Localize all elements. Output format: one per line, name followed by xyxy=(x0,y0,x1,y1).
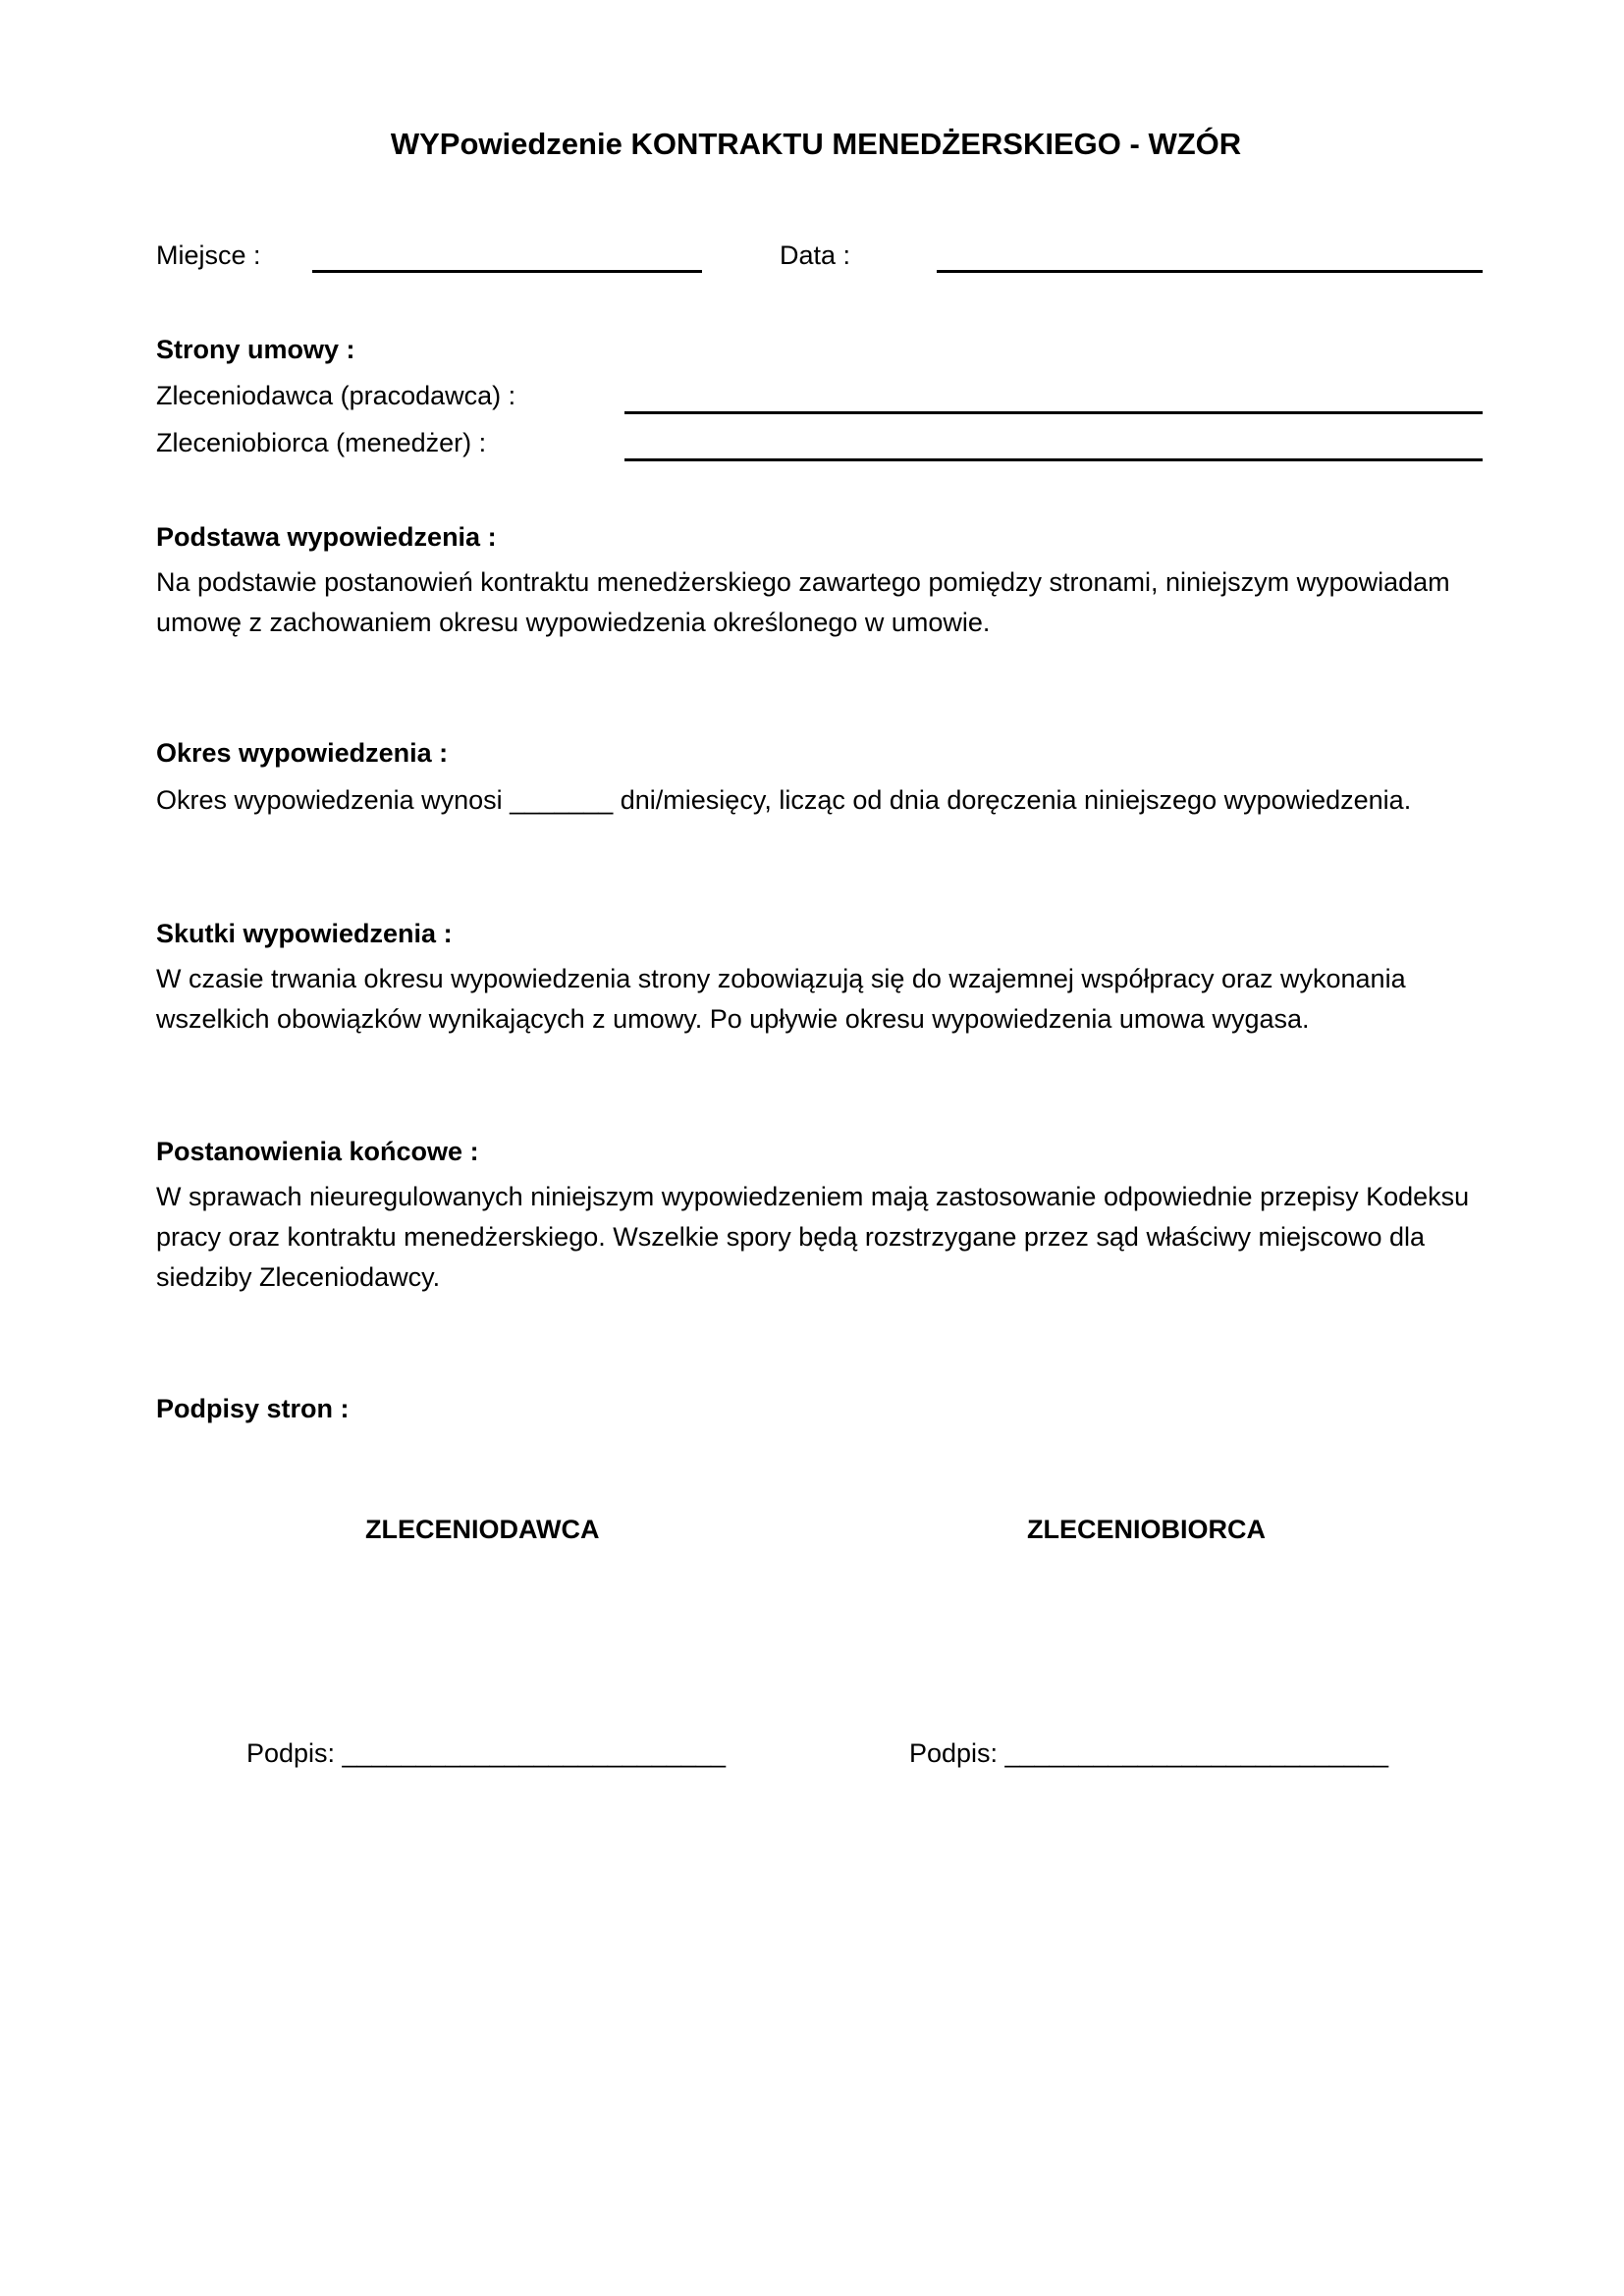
place-label: Miejsce : xyxy=(156,240,261,270)
period-heading: Okres wypowiedzenia : xyxy=(156,738,449,768)
manager-label: Zleceniobiorca (menedżer) : xyxy=(156,428,487,457)
manager-signature-line[interactable]: Podpis: __________________________ xyxy=(909,1738,1388,1768)
place-field-line[interactable] xyxy=(312,270,702,273)
manager-party-title: ZLECENIOBIORCA xyxy=(1027,1515,1266,1544)
parties-heading: Strony umowy : xyxy=(156,335,355,364)
effects-text: W czasie trwania okresu wypowiedzenia strony zobowiązują się do wzajemnej współpracy oraz wykonania wszelkich obowiązków wynikających z umowy. Po upływie okresu wypowiedzenia umowa wygasa. xyxy=(156,964,1406,1034)
document-title: WYPowiedzenie KONTRAKTU MENEDŻERSKIEGO - WZÓR xyxy=(390,127,1242,161)
basis-heading: Podstawa wypowiedzenia : xyxy=(156,522,497,552)
period-text: Okres wypowiedzenia wynosi _______ dni/miesięcy, licząc od dnia doręczenia niniejszego wypowiedzenia. xyxy=(156,785,1412,815)
signatures-heading: Podpisy stron : xyxy=(156,1394,350,1423)
date-label: Data : xyxy=(780,240,851,270)
employer-party-title: ZLECENIODAWCA xyxy=(365,1515,600,1544)
date-field-line[interactable] xyxy=(937,270,1483,273)
final-provisions-text: W sprawach nieuregulowanych niniejszym wypowiedzeniem mają zastosowanie odpowiednie przepisy Kodeksu pracy oraz kontraktu menedżerskiego. Wszelkie spory będą rozstrzygane przez sąd właściwy miejscowo dla siedziby Zleceniodawcy. xyxy=(156,1182,1470,1292)
basis-text: Na podstawie postanowień kontraktu menedżerskiego zawartego pomiędzy stronami, niniejszym wypowiadam umowę z zachowaniem okresu wypowiedzenia określonego w umowie. xyxy=(156,567,1450,637)
employer-signature-line[interactable]: Podpis: __________________________ xyxy=(246,1738,726,1768)
employer-label: Zleceniodawca (pracodawca) : xyxy=(156,381,516,410)
effects-heading: Skutki wypowiedzenia : xyxy=(156,919,453,948)
employer-field-line[interactable] xyxy=(624,411,1483,414)
manager-field-line[interactable] xyxy=(624,458,1483,461)
final-provisions-heading: Postanowienia końcowe : xyxy=(156,1137,479,1166)
